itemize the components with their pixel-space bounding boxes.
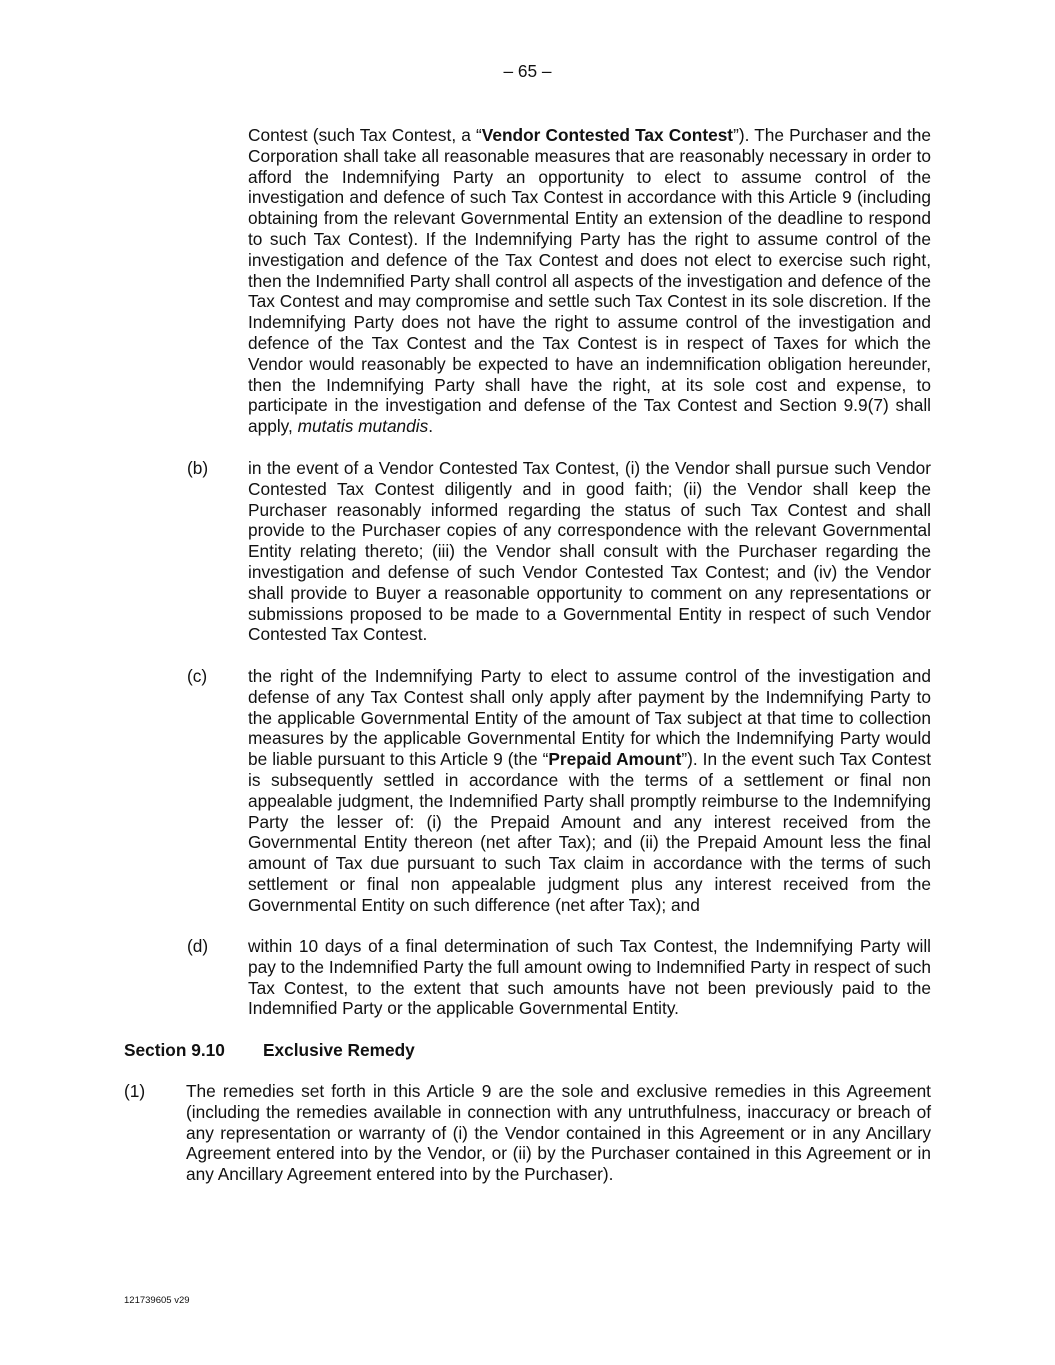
subsection-text: The remedies set forth in this Article 9 are the sole and exclusive remedies in this Agreement (including the remedies available in connection with any untruthfulness, inaccuracy or breach of any representation or warranty of (i) the Vendor contained in this Agreement or in any Ancillary Agreement entered into by the Vendor, or (ii) by the Purchaser contained in this Agreement or in any Ancillary Agreement entered into by the Purchaser). <box>186 1081 931 1185</box>
item-label-c: (c) <box>187 666 208 686</box>
item-text-d: within 10 days of a final determination of such Tax Contest, the Indemnifying Party will pay to the Indemnified Party the full amount owing to Indemnified Party in respect of such Tax Contest, to the extent that such amounts have not been previously paid to the Indemnified Party or the applicable Governmental Entity. <box>248 936 931 1019</box>
document-id: 121739605 v29 <box>124 1295 190 1306</box>
item-text-c <box>248 666 931 916</box>
section-title: Exclusive Remedy <box>263 1040 415 1060</box>
continuation-text-3: . <box>428 416 434 437</box>
item-c-text-2: ”). In the event such Tax Contest is subsequently settled in accordance with the terms of a settlement or final non appealable judgment, the Indemnified Party shall promptly reimburse to the Indemnifying Party the lesser of: (i) the Prepaid Amount and any interest received from the Governmental Entity thereon (net after Tax); and (ii) the Prepaid Amount less the final amount of Tax due pursuant to such Tax claim in accordance with the terms of such settlement or final non appealable judgment plus any interest received from the Governmental Entity on such difference (net after Tax); and <box>248 749 931 915</box>
continuation-paragraph <box>248 125 931 437</box>
item-label-d: (d) <box>187 936 209 956</box>
continuation-text-2: ”). The Purchaser and the Corporation shall take all reasonable measures that are reasonably necessary in order to afford the Indemnifying Party an opportunity to elect to assume control of the investigation and defence of such Tax Contest in accordance with this Article 9 (including obtaining from the relevant Governmental Entity an extension of the deadline to respond to such Tax Contest). If the Indemnifying Party has the right to assume control of the investigation and defence of the Tax Contest and does not elect to exercise such right, then the Indemnified Party shall control all aspects of the investigation and defence of the Tax Contest and may compromise and settle such Tax Contest in its sole discretion. If the Indemnifying Party does not have the right to assume control of the investigation and defence of the Tax Contest and the Tax Contest is in respect of Taxes for which the Vendor would reasonably be expected to have an indemnification obligation hereunder, then the Indemnifying Party shall have the right, at its sole cost and expense, to participate in the investigation and defense of the Tax Contest and Section 9.9(7) shall apply, <box>248 125 932 437</box>
section-number: Section 9.10 <box>124 1040 225 1060</box>
continuation-text-1: Contest (such Tax Contest, a “ <box>248 125 482 145</box>
section-heading <box>124 1040 415 1061</box>
item-text-b: in the event of a Vendor Contested Tax Contest, (i) the Vendor shall pursue such Vendor Contested Tax Contest diligently and in good faith; (ii) the Vendor shall keep the Purchaser reasonably informed regarding the status of such Tax Contest and shall provide to the Purchaser copies of any correspondence with the relevant Governmental Entity relating thereto; (iii) the Vendor shall consult with the Purchaser regarding the investigation and defense of such Vendor Contested Tax Contest; and (iv) the Vendor shall provide to Buyer a reasonable opportunity to comment on any representations or submissions proposed to be made to a Governmental Entity in respect of such Vendor Contested Tax Contest. <box>248 458 931 645</box>
item-label-b: (b) <box>187 458 209 478</box>
item-c-text-1: the right of the Indemnifying Party to elect to assume control of the investigation and defense of any Tax Contest shall only apply after payment by the Indemnifying Party to the applicable Governmental Entity of the amount of Tax subject at that time to collection measures by the applicable Governmental Entity for which the Indemnifying Party would be liable pursuant to this Article 9 (the “ <box>248 666 931 770</box>
defined-term-vendor-contested: Vendor Contested Tax Contest <box>481 125 734 145</box>
subsection-label: (1) <box>124 1081 146 1101</box>
page-number: – 65 – <box>503 61 552 81</box>
defined-term-prepaid-amount: Prepaid Amount <box>548 749 682 770</box>
latin-phrase: mutatis mutandis <box>297 416 429 437</box>
